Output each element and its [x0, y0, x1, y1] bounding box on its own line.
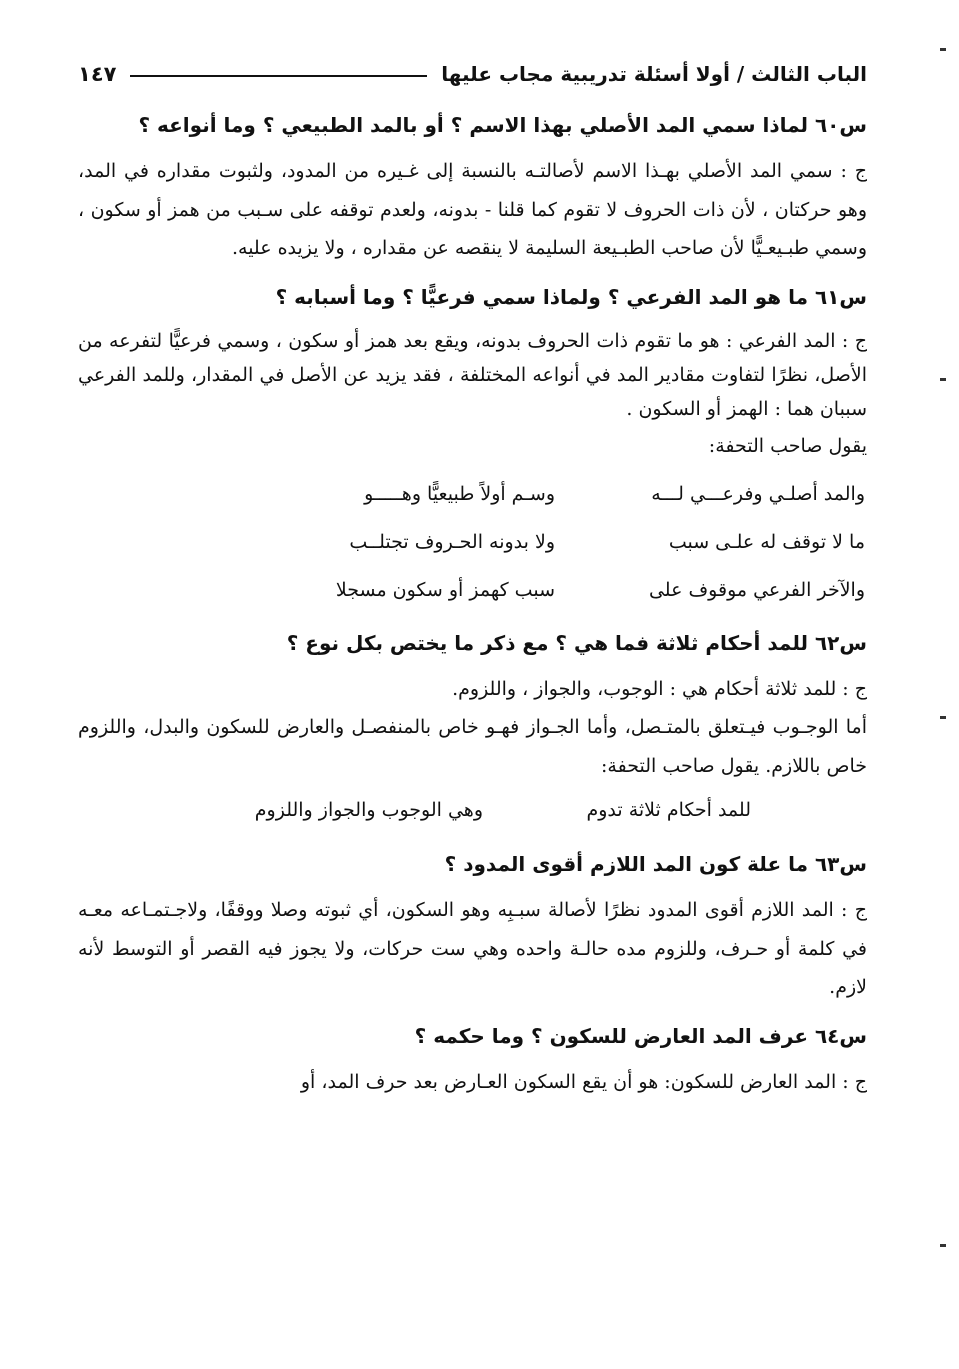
verse-line	[78, 785, 867, 835]
scan-speck	[940, 716, 946, 719]
scan-speck	[940, 48, 946, 51]
question-63: س٦٣ ما علة كون المد اللازم أقوى المدود ؟	[444, 852, 867, 876]
running-header	[78, 52, 867, 96]
question-61: س٦١ ما هو المد الفرعي ؟ ولماذا سمي فرعيًّا ؟ وما أسبابه ؟	[275, 284, 867, 309]
scan-speck	[940, 1244, 946, 1247]
page-number: ١٤٧	[78, 62, 117, 86]
verse-second-hemistich: ولا بدونه الحـروف تجتلــب	[349, 530, 555, 553]
question-60: س٦٠ لماذا سمي المد الأصلي بهذا الاسم ؟ أو بالمد الطبيعي ؟ وما أنواعه ؟	[138, 113, 867, 137]
verse-line	[78, 518, 867, 566]
answer-64: ج : المد العارض للسكون: هو أن يقع السكون العـارض بعد حرف المد، أو	[300, 1070, 867, 1093]
answer-62: ج : للمد ثلاثة أحكام هي : الوجوب، والجواز ، واللزوم.	[452, 677, 867, 700]
book-page	[78, 52, 867, 1339]
verse-line	[78, 566, 867, 614]
scan-speck	[940, 378, 946, 381]
verse-second-hemistich: سبب كهمز أو سكون مسجلا	[335, 578, 555, 601]
verse-first-hemistich: والآخر الفرعي موقوف على	[648, 578, 865, 601]
question-62: س٦٢ للمد أحكام ثلاثة فما هي ؟ مع ذكر ما يختص بكل نوع ؟	[286, 630, 867, 655]
answer-62-continued: أما الوجـوب فيـتعلق بالمتـصل، وأما الجـواز فهـو خاص بالمنفصـل والعارض للسكون والبدل، واللزوم خاص باللازم. يقول صاحب التحفة:	[78, 716, 867, 777]
verse-second-hemistich: وهي الوجوب والجواز واللزوم	[254, 799, 483, 821]
header-rule	[130, 75, 427, 77]
verse-first-hemistich: ما لا توقف له علـى سبب	[668, 530, 865, 553]
poem-intro: يقول صاحب التحفة:	[708, 434, 867, 457]
poem-verses	[78, 470, 867, 614]
verse-line	[78, 470, 867, 518]
verse-first-hemistich: والمد أصلـي وفرعـــي لـــه	[651, 482, 865, 505]
question-64: س٦٤ عرف المد العارض للسكون ؟ وما حكمه ؟	[414, 1023, 867, 1048]
verse-second-hemistich: وسـم أولاً طبيعيًّا وهـــــو	[364, 482, 555, 505]
chapter-title: الباب الثالث / أولا أسئلة تدريبية مجاب عليها	[441, 62, 867, 86]
answer-60: ج : سمي المد الأصلي بهـذا الاسم لأصالتـه بالنسبة إلى غـيره من المدود، ولثبوت مقداره في المد، وهو حركتان ، لأن ذات الحروف لا تقوم كما قلنا - بدونه، ولعدم توقفه على سـبب من همز أو سكون ، وسمي طبـيعـيًّا لأن صاحب الطبـيعة السليمة لا ينقصه عن مقداره ، ولا يزيده عليه.	[78, 160, 867, 259]
answer-63: ج : المد اللازم أقوى المدود نظرًا لأصالة سبـبِه وهو السكون، أي ثبوته وصلا ووقفًا، ولاجـتمـاعه معـه في كلمة أو حـرف، وللزوم مده حالـة واحده وهي ست حركات، ولا يجوز فيه القصر أو التوسط لأنه لازم.	[78, 899, 867, 998]
verse-first-hemistich: للمد أحكام ثلاثة تدوم	[586, 799, 751, 821]
answer-61: ج : المد الفرعي : هو ما تقوم ذات الحروف بدونه، ويقع بعد همز أو سكون ، وسمي فرعيًّا لتفرعه من الأصل، نظرًا لتفاوت مقادير المد في أنواعه المختلفة ، فقد يزيد عن الأصل في المقدار، وللمد الفرعي سببان هما : الهمز أو السكون .	[78, 329, 867, 420]
